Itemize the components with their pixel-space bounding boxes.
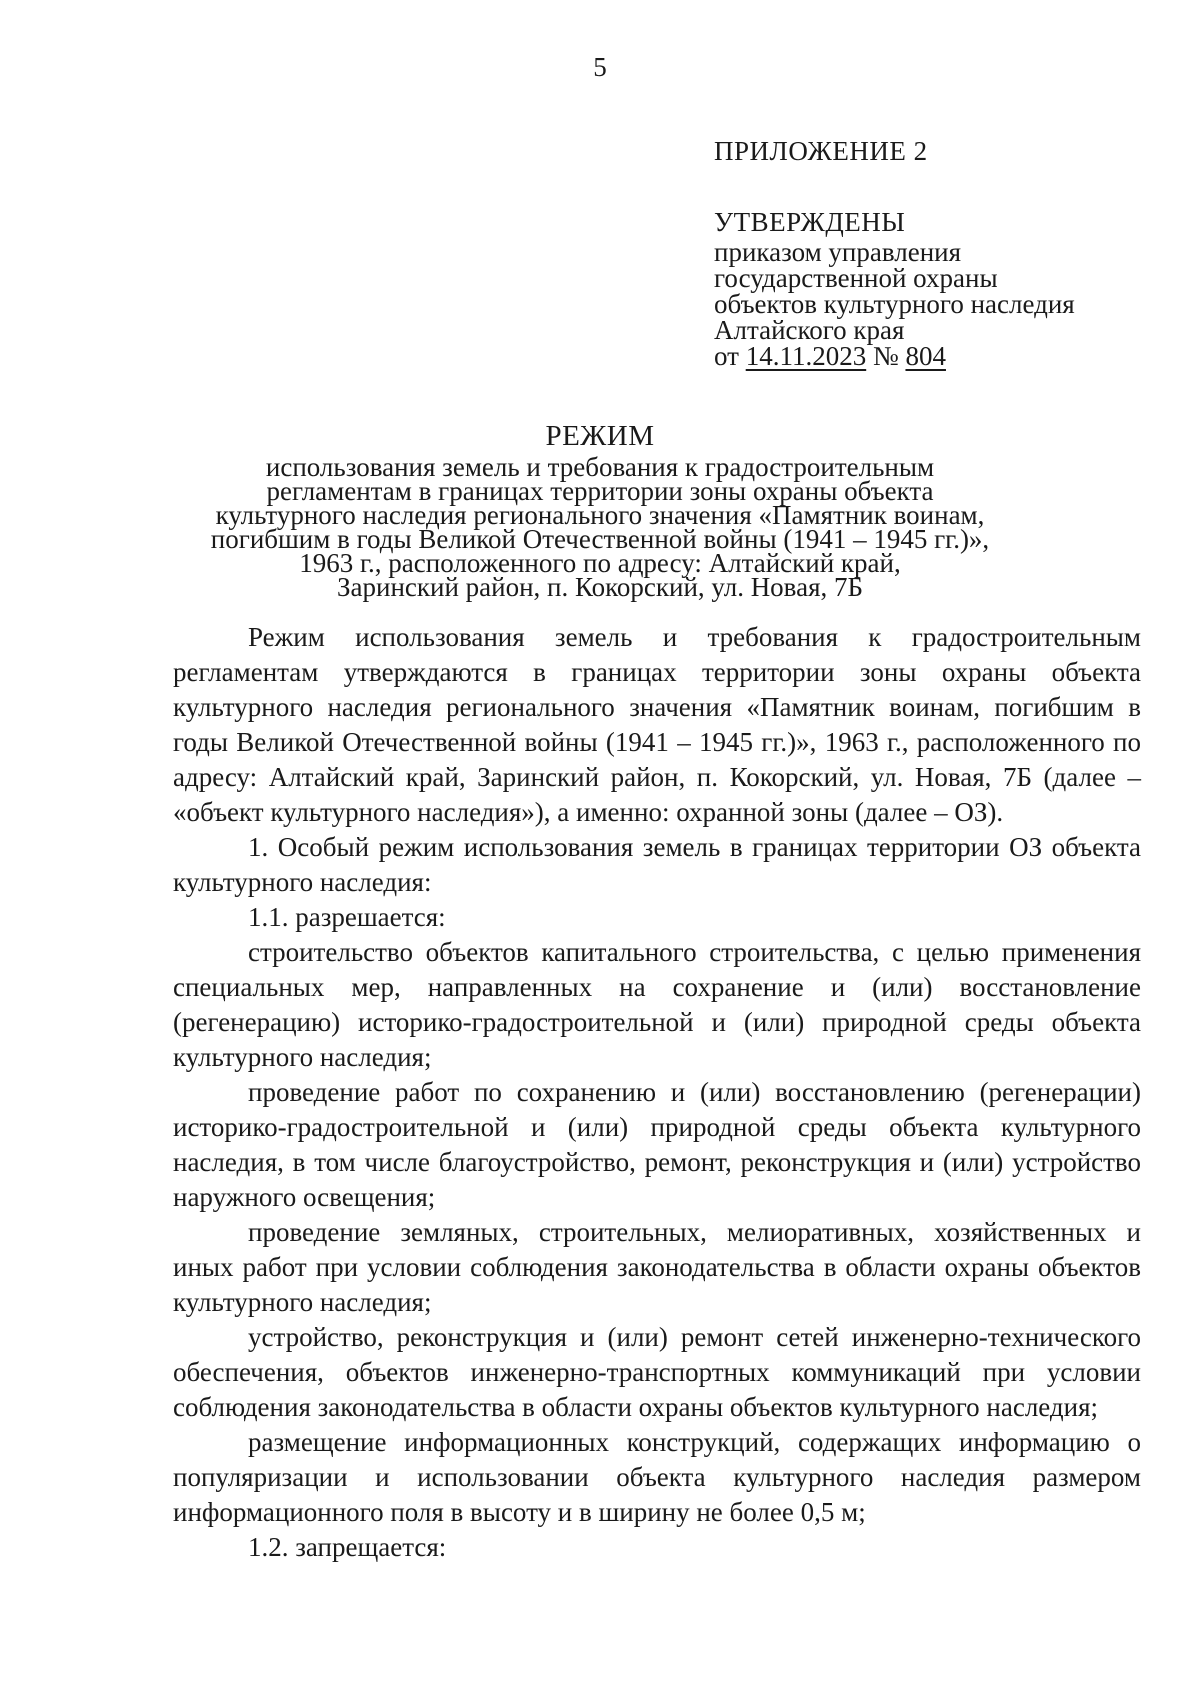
paragraph-permitted-item: размещение информационных конструкций, содержащих информацию о популяризации и использовании объекта культурного наследия размером информационного поля в высоту и в ширину не более 0,5 м; [173,1427,1141,1527]
paragraph-subsection-1-2: 1.2. запрещается: [248,1532,447,1562]
paragraph-permitted-item: строительство объектов капитального строительства, с целью применения специальных мер, направленных на сохранение и (или) восстановление (регенерацию) историко-градостроительной и (или) природной среды объекта культурного наследия; [173,937,1141,1072]
body-text [173,620,1141,1565]
subtitle-line: использования земель и требования к градостроительным [265,452,935,482]
appendix-label: ПРИЛОЖЕНИЕ 2 [714,136,928,166]
subtitle-line: регламентам в границах территории зоны охраны объекта [266,476,934,506]
subtitle-line: погибшим в годы Великой Отечественной войны (1941 – 1945 гг.)», [210,524,990,554]
order-line [714,343,1154,369]
approved-line: приказом управления [714,237,962,267]
approved-label: УТВЕРЖДЕНЫ [714,207,906,237]
paragraph-subsection-1-1: 1.1. разрешается: [248,902,446,932]
title-block [170,420,1030,602]
paragraph-permitted-item: устройство, реконструкция и (или) ремонт сетей инженерно-технического обеспечения, объектов инженерно-транспортных коммуникаций при условии соблюдения законодательства в области охраны объектов культурного наследия; [173,1322,1141,1422]
subtitle-line: 1963 г., расположенного по адресу: Алтайский край, [299,548,901,578]
approved-line: Алтайского края [714,315,905,345]
appendix-block [714,138,1154,369]
document-title: РЕЖИМ [545,420,655,452]
order-number: 804 [905,341,946,371]
paragraph-permitted-item: проведение работ по сохранению и (или) восстановлению (регенерации) историко-градостроительной и (или) природной среды объекта культурного наследия, в том числе благоустройство, ремонт, реконструкция и (или) устройство наружного освещения; [173,1077,1141,1212]
order-prefix: от [714,341,739,371]
order-number-prefix: № [872,341,899,371]
subtitle-line: Заринский район, п. Кокорский, ул. Новая, 7Б [337,572,863,602]
approved-line: государственной охраны [714,263,998,293]
paragraph-permitted-item: проведение земляных, строительных, мелиоративных, хозяйственных и иных работ при условии соблюдения законодательства в области охраны объектов культурного наследия; [173,1217,1141,1317]
paragraph-section-1: 1. Особый режим использования земель в границах территории ОЗ объекта культурного наследия: [173,832,1141,897]
approved-line: объектов культурного наследия [714,289,1075,319]
paragraph-intro: Режим использования земель и требования к градостроительным регламентам утверждаются в границах территории зоны охраны объекта культурного наследия регионального значения «Памятник воинам, погибшим в годы Великой Отечественной войны (1941 – 1945 гг.)», 1963 г., расположенного по адресу: Алтайский край, Заринский район, п. Кокорский, ул. Новая, 7Б (далее – «объект культурного наследия»), а именно: охранной зоны (далее – ОЗ). [173,622,1141,827]
page-number: 5 [593,52,607,82]
order-date: 14.11.2023 [745,341,867,371]
subtitle-line: культурного наследия регионального значения «Памятник воинам, [215,500,985,530]
